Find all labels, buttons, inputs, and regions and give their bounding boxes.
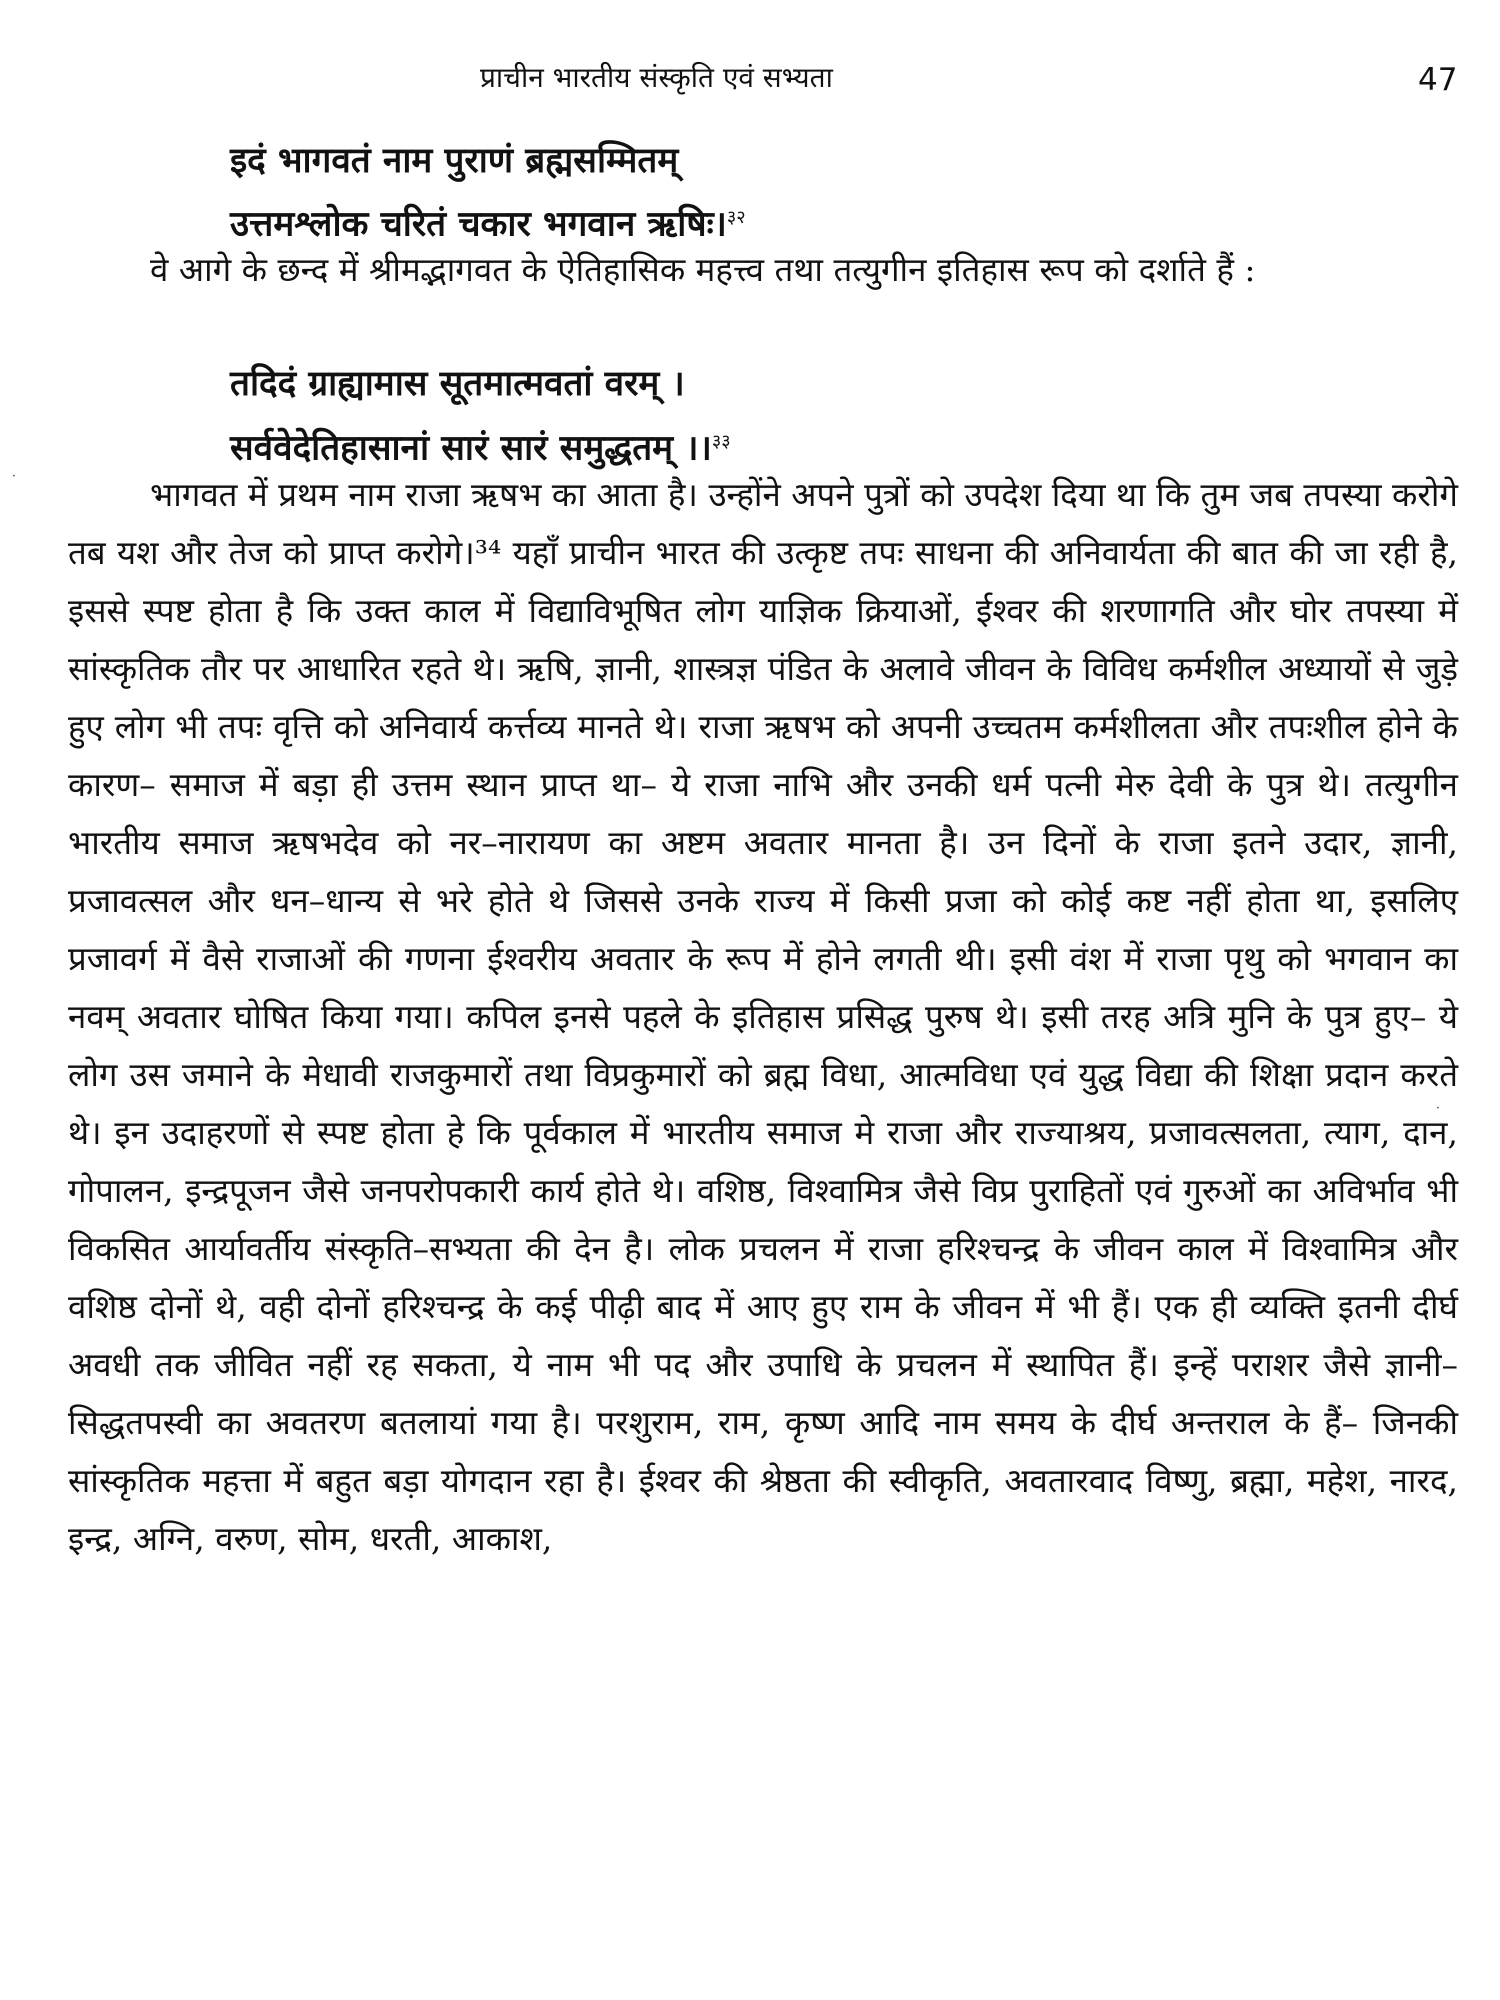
body-paragraph: भागवत में प्रथम नाम राजा ऋषभ का आता है। उन्होंने अपने पुत्रों को उपदेश दिया था कि तुम जब तपस्या करोगे तब यश और तेज को प्राप्त करोगे।³⁴ यहाँ प्राचीन भारत की उत्कृष्ट तपः साधना की अनिवार्यता की बात की जा रही है, इससे स्पष्ट होता है कि उक्त काल में विद्याविभूषित लोग याज्ञिक क्रियाओं, ईश्वर की शरणागति और घोर तपस्या में सांस्कृतिक तौर पर आधारित रहते थे। ऋषि, ज्ञानी, शास्त्रज्ञ पंडित के अलावे जीवन के विविध कर्मशील अध्यायों से जुड़े हुए लोग भी तपः वृत्ति को अनिवार्य कर्त्तव्य मानते थे। राजा ऋषभ को अपनी उच्चतम कर्मशीलता और तपःशील होने के कारण– समाज में बड़ा ही उत्तम स्थान प्राप्त था– ये राजा नाभि और उनकी धर्म पत्नी मेरु देवी के पुत्र थे। तत्युगीन भारतीय समाज ऋषभदेव को नर–नारायण का अष्टम अवतार मानता है। उन दिनों के राजा इतने उदार, ज्ञानी, प्रजावत्सल और धन–धान्य से भरे होते थे जिससे उनके राज्य में किसी प्रजा को कोई कष्ट नहीं होता था, इसलिए प्रजावर्ग में वैसे राजाओं की गणना ईश्वरीय अवतार के रूप में होने लगती थी। इसी वंश में राजा पृथु को भगवान का नवम् अवतार घोषित किया गया। कपिल इनसे पहले के इतिहास प्रसिद्ध पुरुष थे। इसी तरह अत्रि मुनि के पुत्र हुए– ये लोग उस जमाने के मेधावी राजकुमारों तथा विप्रकुमारों को ब्रह्म विधा, आत्मविधा एवं युद्ध विद्या की शिक्षा प्रदान करते थे। इन उदाहरणों से स्पष्ट होता हे कि पूर्वकाल में भारतीय समाज मे राजा और राज्याश्रय, प्रजावत्सलता, त्याग, दान, गोपालन, इन्द्रपूजन जैसे जनपरोपकारी कार्य होते थे। वशिष्ठ, विश्वामित्र जैसे विप्र पुराहितों एवं गुरुओं का अविर्भाव भी विकसित आर्यावर्तीय संस्कृति–सभ्यता की देन है। लोक प्रचलन में राजा हरिश्चन्द्र के जीवन काल में विश्वामित्र और वशिष्ठ दोनों थे, वही दोनों हरिश्चन्द्र के कई पीढ़ी बाद में आए हुए राम के जीवन में भी हैं। एक ही व्यक्ति इतनी दीर्घ अवधी तक जीवित नहीं रह सकता, ये नाम भी पद और उपाधि के प्रचलन में स्थापित हैं। इन्हें पराशर जैसे ज्ञानी–सिद्धतपस्वी का अवतरण बतलायां गया है। परशुराम, राम, कृष्ण आदि नाम समय के दीर्घ अन्तराल के हैं– जिनकी सांस्कृतिक महत्ता में बहुत बड़ा योगदान रहा है। ईश्वर की श्रेष्ठता की स्वीकृति, अवतारवाद विष्णु, ब्रह्मा, महेश, नारद, इन्द्र, अग्नि, वरुण, सोम, धरती, आकाश, [68,475,1458,1558]
sanskrit-verse-line [230,133,678,189]
sanskrit-verse-line [230,356,685,412]
verse-text: सर्ववेदेतिहासानां सारं सारं समुद्धतम् ।। [230,427,712,469]
scan-speck: · [1436,1101,1440,1115]
running-header-title: प्राचीन भारतीय संस्कृति एवं सभ्यता [480,61,833,94]
verse-text: उत्तमश्लोक चरितं चकार भगवान ऋषिः। [230,203,727,245]
footnote-reference: ३२ [726,207,746,228]
scan-speck: · [12,469,16,483]
page-number: 47 [1418,62,1458,98]
footnote-reference: ३३ [711,431,731,452]
body-paragraph: वे आगे के छन्द में श्रीमद्भागवत के ऐतिहासिक महत्त्व तथा तत्युगीन इतिहास रूप को दर्शाते हैं : [150,250,1256,289]
verse-text: इदं भागवतं नाम पुराणं ब्रह्मसम्मितम् [230,140,679,181]
verse-text: तदिदं ग्राह्यामास सूतमात्मवतां वरम् । [230,363,685,404]
